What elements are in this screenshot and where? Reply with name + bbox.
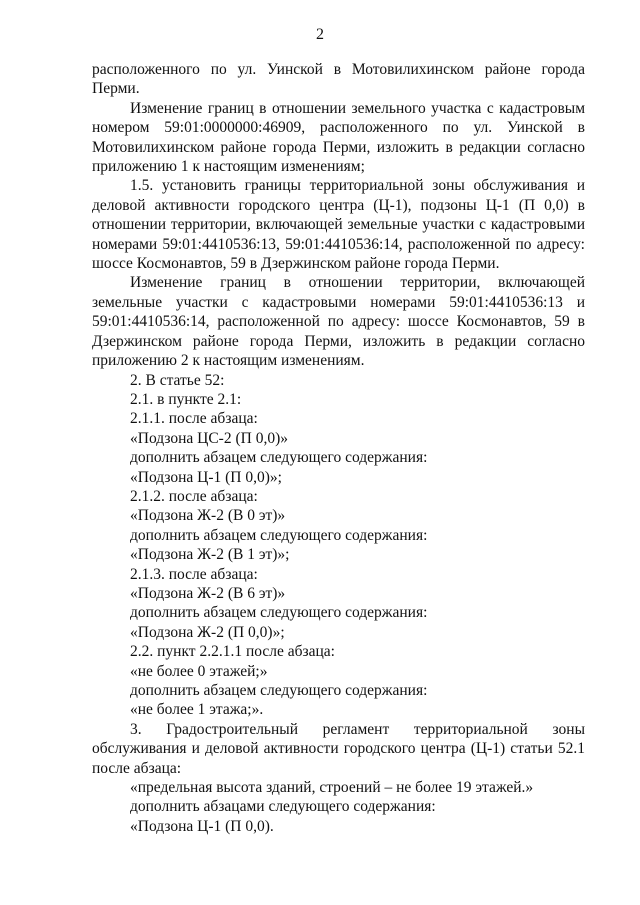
paragraph: 2.1.3. после абзаца:	[130, 565, 258, 583]
paragraph: расположенного по ул. Уинской в Мотовилихинском районе города Перми.	[92, 61, 585, 98]
paragraph: «не более 0 этажей;»	[130, 662, 268, 680]
paragraph: «Подзона Ж-2 (П 0,0)»;	[130, 623, 285, 641]
paragraph: 2.1.1. после абзаца:	[130, 410, 258, 428]
paragraph: дополнить абзацем следующего содержания:	[130, 526, 428, 544]
paragraph: дополнить абзацем следующего содержания:	[130, 449, 428, 467]
paragraph: 2.1.2. после абзаца:	[130, 487, 258, 505]
paragraph: «Подзона Ж-2 (В 0 эт)»	[130, 507, 286, 525]
page-number: 2	[316, 26, 324, 43]
paragraph: Изменение границ в отношении территории, включающей земельные участки с кадастровыми номерами 59:01:4410536:13 и 59:01:4410536:14, расположенной по адресу: шоссе Космонавтов, 59 в Дзержинском районе города Перми, изложить в редакции согласно приложению 2 к настоящим изменениям.	[92, 274, 585, 370]
paragraph: «не более 1 этажа;».	[130, 701, 264, 719]
paragraph: «Подзона Ж-2 (В 1 эт)»;	[130, 546, 290, 564]
paragraph: дополнить абзацем следующего содержания:	[130, 682, 428, 699]
paragraph: 2. В статье 52:	[130, 371, 225, 389]
paragraph: 2.2. пункт 2.2.1.1 после абзаца:	[130, 643, 335, 661]
document-body	[92, 60, 585, 836]
paragraph: 1.5. установить границы территориальной зоны обслуживания и деловой активности городского центра (Ц-1), подзоны Ц-1 (П 0,0) в отношении территории, включающей земельные участки с кадастровыми номерами 59:01:4410536:13, 59:01:4410536:14, расположенной по адресу: шоссе Космонавтов, 59 в Дзержинском районе города Перми.	[92, 177, 585, 273]
paragraph: Изменение границ в отношении земельного участка с кадастровым номером 59:01:0000000:46909, расположенного по ул. Уинской в Мотовилихинском районе города Перми, изложить в редакции согласно приложению 1 к настоящим изменениям;	[92, 99, 585, 176]
paragraph: «Подзона Ц-1 (П 0,0)»;	[130, 468, 282, 486]
paragraph: «предельная высота зданий, строений – не более 19 этажей.»	[130, 779, 534, 797]
paragraph: «Подзона Ц-1 (П 0,0).	[130, 817, 274, 835]
paragraph: 2.1. в пункте 2.1:	[130, 390, 242, 408]
paragraph: дополнить абзацем следующего содержания:	[130, 604, 428, 622]
paragraph: «Подзона Ж-2 (В 6 эт)»	[130, 584, 286, 602]
paragraph: «Подзона ЦС-2 (П 0,0)»	[130, 429, 288, 447]
paragraph: дополнить абзацами следующего содержания:	[130, 798, 436, 816]
paragraph: 3. Градостроительный регламент территориальной зоны обслуживания и деловой активности городского центра (Ц-1) статьи 52.1 после абзаца:	[92, 720, 585, 777]
